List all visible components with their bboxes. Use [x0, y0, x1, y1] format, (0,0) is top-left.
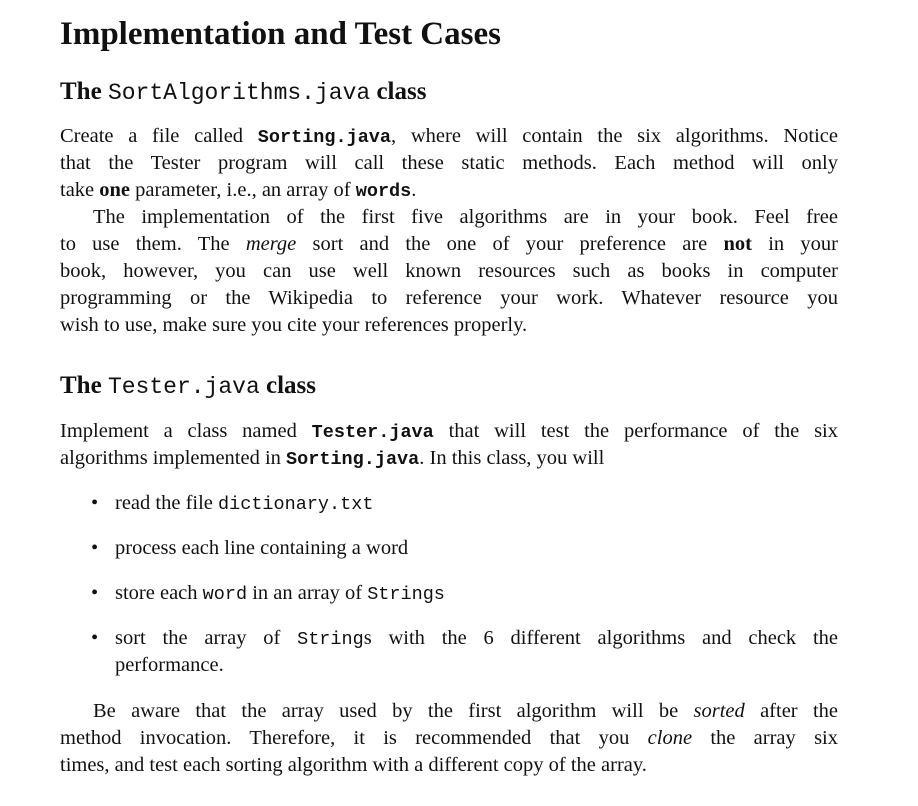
inline-code: Tester.java	[311, 422, 434, 443]
text-run: in an array of	[247, 582, 368, 604]
text-run: algorithms implemented in	[60, 447, 287, 469]
text-line	[60, 752, 838, 779]
text-run: Implement a class named	[60, 420, 312, 442]
list-item	[60, 625, 838, 679]
text-run: sort the array of	[115, 627, 298, 649]
inline-code: words	[355, 181, 412, 202]
bullet-icon: •	[91, 582, 99, 604]
italic-text: sorted	[693, 700, 745, 722]
text-line	[60, 285, 838, 312]
bold-text: one	[99, 179, 131, 201]
section-heading-sortalgorithms	[60, 78, 426, 106]
text-line	[60, 698, 838, 725]
inline-code: Sorting.java	[286, 449, 420, 470]
text-line	[60, 725, 838, 752]
text-run: s with the 6 different algorithms and check the	[363, 627, 838, 649]
paragraph-implement-tester	[60, 418, 838, 472]
text-line	[60, 204, 838, 231]
text-run: sort and the one of your preference are	[296, 233, 724, 255]
text-run: process each line containing a word	[115, 537, 409, 559]
text-run: that will test the performance of the six	[433, 420, 838, 442]
italic-text: clone	[647, 727, 693, 749]
section-heading-tester	[60, 372, 316, 400]
heading-text: The	[60, 78, 108, 105]
text-run: the array six	[692, 727, 838, 749]
list-item	[60, 535, 838, 562]
text-run: take	[60, 179, 100, 201]
paragraph-create-file	[60, 123, 838, 204]
text-run: in your	[752, 233, 838, 255]
inline-code: Sorting.java	[257, 127, 392, 148]
text-run: after the	[744, 700, 838, 722]
list-item	[60, 490, 838, 517]
text-run: .	[411, 179, 417, 201]
text-run: parameter, i.e., an array of	[130, 179, 356, 201]
list-item-text	[115, 490, 838, 517]
text-run: to use them. The	[60, 233, 246, 255]
text-run: performance.	[115, 654, 224, 676]
list-item-text	[115, 535, 838, 562]
inline-code: Strings	[367, 584, 445, 605]
text-run: Be aware that the array used by the first algorithm will be	[93, 700, 694, 722]
text-line	[60, 150, 838, 177]
text-run: read the file	[115, 492, 219, 514]
text-run: store each	[115, 582, 203, 604]
paragraph-be-aware	[60, 698, 838, 779]
text-run: The implementation of the first five algorithms are in your book. Feel free	[93, 206, 838, 228]
text-line	[115, 490, 838, 517]
text-line	[115, 535, 838, 562]
text-run: Create a file called	[60, 125, 258, 147]
paragraph-implementation	[60, 204, 838, 339]
text-line	[60, 418, 838, 445]
text-line	[115, 625, 838, 652]
page-title: Implementation and Test Cases	[60, 16, 501, 52]
inline-code: String	[297, 629, 364, 650]
heading-text: The	[60, 372, 108, 399]
text-line	[60, 445, 838, 472]
inline-code: dictionary.txt	[218, 494, 374, 515]
text-run: method invocation. Therefore, it is recommended that you	[60, 727, 648, 749]
bold-text: not	[723, 233, 752, 255]
text-line	[115, 580, 838, 607]
bullet-icon: •	[91, 627, 99, 649]
text-run: book, however, you can use well known resources such as books in computer	[60, 260, 838, 282]
list-item-text	[115, 580, 838, 607]
heading-text: class	[259, 372, 317, 399]
text-line	[60, 123, 838, 150]
text-line	[60, 312, 838, 339]
text-line	[60, 231, 838, 258]
italic-text: merge	[245, 233, 297, 255]
list-item-text	[115, 625, 838, 679]
bullet-icon: •	[91, 492, 99, 514]
text-run: programming or the Wikipedia to reference your work. Whatever resource you	[60, 287, 838, 309]
text-line	[60, 177, 838, 204]
list-item	[60, 580, 838, 607]
text-run: that the Tester program will call these static methods. Each method will only	[60, 152, 838, 174]
heading-code: Tester.java	[107, 374, 260, 400]
text-line	[60, 258, 838, 285]
text-run: , where will contain the six algorithms. Notice	[391, 125, 838, 147]
heading-code: SortAlgorithms.java	[107, 80, 371, 106]
text-run: . In this class, you will	[419, 447, 605, 469]
heading-text: class	[370, 78, 427, 105]
inline-code: word	[202, 584, 248, 605]
text-run: wish to use, make sure you cite your references properly.	[60, 314, 528, 336]
bullet-icon: •	[91, 537, 99, 559]
text-line	[115, 652, 838, 679]
text-run: times, and test each sorting algorithm with a different copy of the array.	[60, 754, 647, 776]
